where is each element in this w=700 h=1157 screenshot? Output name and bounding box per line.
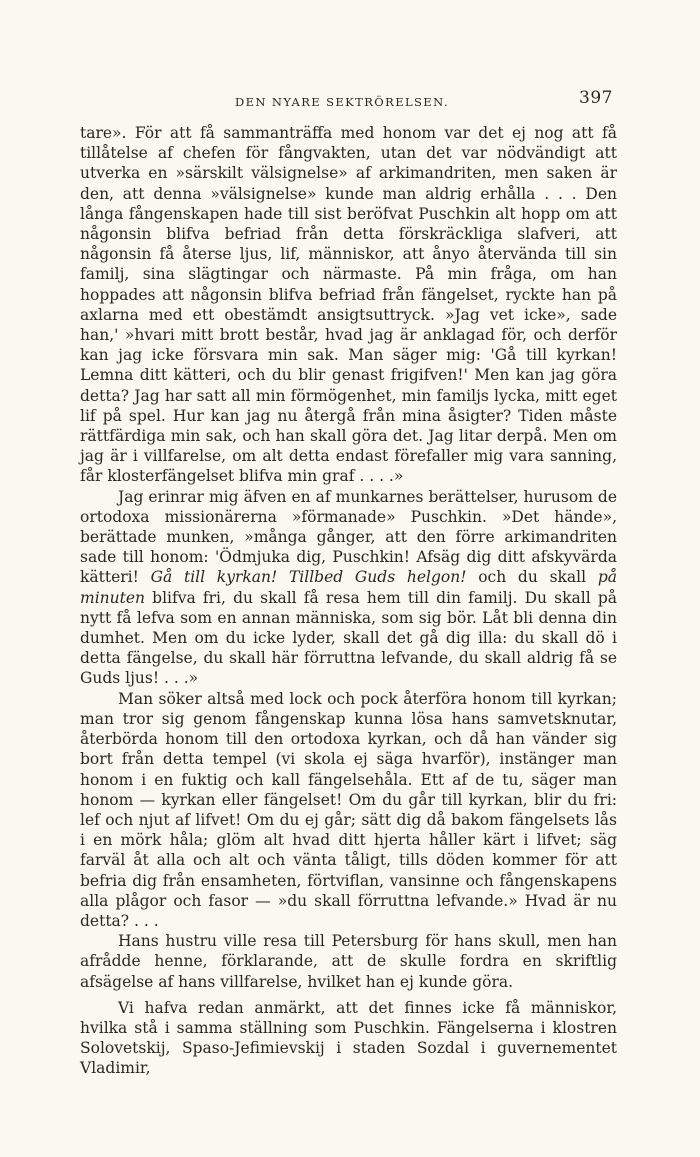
- page-number: 397: [579, 88, 613, 108]
- italic-emphasis: på minuten: [80, 568, 617, 607]
- body-text: [80, 123, 617, 1079]
- running-title: DEN NYARE SEKTRÖRELSEN.: [235, 95, 449, 109]
- paragraph-church-or-prison: Man söker altså med lock och pock återföra honom till kyrkan; man tror sig genom fångenskap kunna lösa hans samvetsknutar, återbörda honom till den ortodoxa kyrkan, och då han vänder sig bort från detta tempel (vi skola ej säga hvarför), instänger man honom i en fuktig och kall fängelsehåla. Ett af de tu, säger man honom — kyrkan eller fängelset! Om du går till kyrkan, blir du fri: lef och njut af lifvet! Om du ej går; sätt dig då bakom fängelsets lås i en mörk håla; glöm alt hvad ditt hjerta håller kärt i lifvet; säg farväl åt alla och alt och vänta tåligt, tills döden kommer för att befria dig från ensamheten, förtviflan, vansinne och fångenskapens alla plågor och fasor — »du skall förruttna lefvande.» Hvad är nu detta? . . .: [80, 689, 617, 930]
- paragraph-text: Jag erinrar mig äfven en af munkarnes berättelser, hurusom de ortodoxa missionärerna »förmanade» Puschkin. »Det hände», berättade munken, »många gånger, att den förre arkimandriten sade till honom: 'Ödmjuka dig, Puschkin! Afsäg dig ditt afskyvärda kätteri!: [80, 487, 617, 587]
- paragraph-continuation: tare». För att få sammanträffa med honom var det ej nog att få tillåtelse af chefen för fångvakten, utan det var nödvändigt att utverka en »särskilt välsignelse» af arkimandriten, men saken är den, att denna »välsignelse» kunde man aldrig erhålla . . . Den långa fångenskapen hade till sist beröfvat Puschkin alt hopp om att någonsin blifva befriad från detta förskräckliga slafveri, att någonsin få återse ljus, lif, människor, att ånyo återvända till sin familj, sina slägtingar och närmaste. På min fråga, om han hoppades att någonsin blifva befriad från fängelset, ryckte han på axlarna med ett obestämdt ansigtsuttryck. »Jag vet icke», sade han,' »hvari mitt brott består, hvad jag är anklagad för, och derför kan jag icke försvara min sak. Man säger mig: 'Gå till kyrkan! Lemna ditt kätteri, och du blir genast frigifven!' Men kan jag göra detta? Jag har satt all min förmögenhet, min familjs lycka, mitt eget lif på spel. Hur kan jag nu återgå från mina åsigter? Tiden måste rättfärdiga min sak, och han skall göra det. Jag litar derpå. Men om jag är i villfarelse, om alt detta endast förefaller mig vara sanning, får klosterfängelset blifva min graf . . . .»: [80, 124, 617, 486]
- page-header: [80, 88, 617, 118]
- paragraph-monastery-prisons: Vi hafva redan anmärkt, att det finnes icke få människor, hvilka stå i samma ställning som Puschkin. Fängelserna i klostren Solovetskij, Spaso-Jefimievskij i staden Sozdal i guvernementet Vladimir,: [80, 998, 617, 1078]
- paragraph-text: blifva fri, du skall få resa hem till din familj. Du skall på nytt få lefva som en annan människa, som sig bör. Låt bli denna din dumhet. Men om du icke lyder, skall det gå dig illa: du skall dö i detta fängelse, du skall här förruttna lefvande, du skall aldrig få se Guds ljus! . . .»: [80, 588, 617, 688]
- paragraph-wife: Hans hustru ville resa till Petersburg för hans skull, men han afrådde henne, förklarande, att de skulle fordra en skriftlig afsägelse af hans villfarelse, hvilket han ej kunde göra.: [80, 932, 617, 991]
- book-page: [80, 88, 617, 1078]
- italic-emphasis: Gå till kyrkan! Tillbed Guds helgon!: [150, 568, 467, 587]
- paragraph-missionaries: [80, 487, 617, 689]
- paragraph-text: och du skall: [466, 568, 598, 587]
